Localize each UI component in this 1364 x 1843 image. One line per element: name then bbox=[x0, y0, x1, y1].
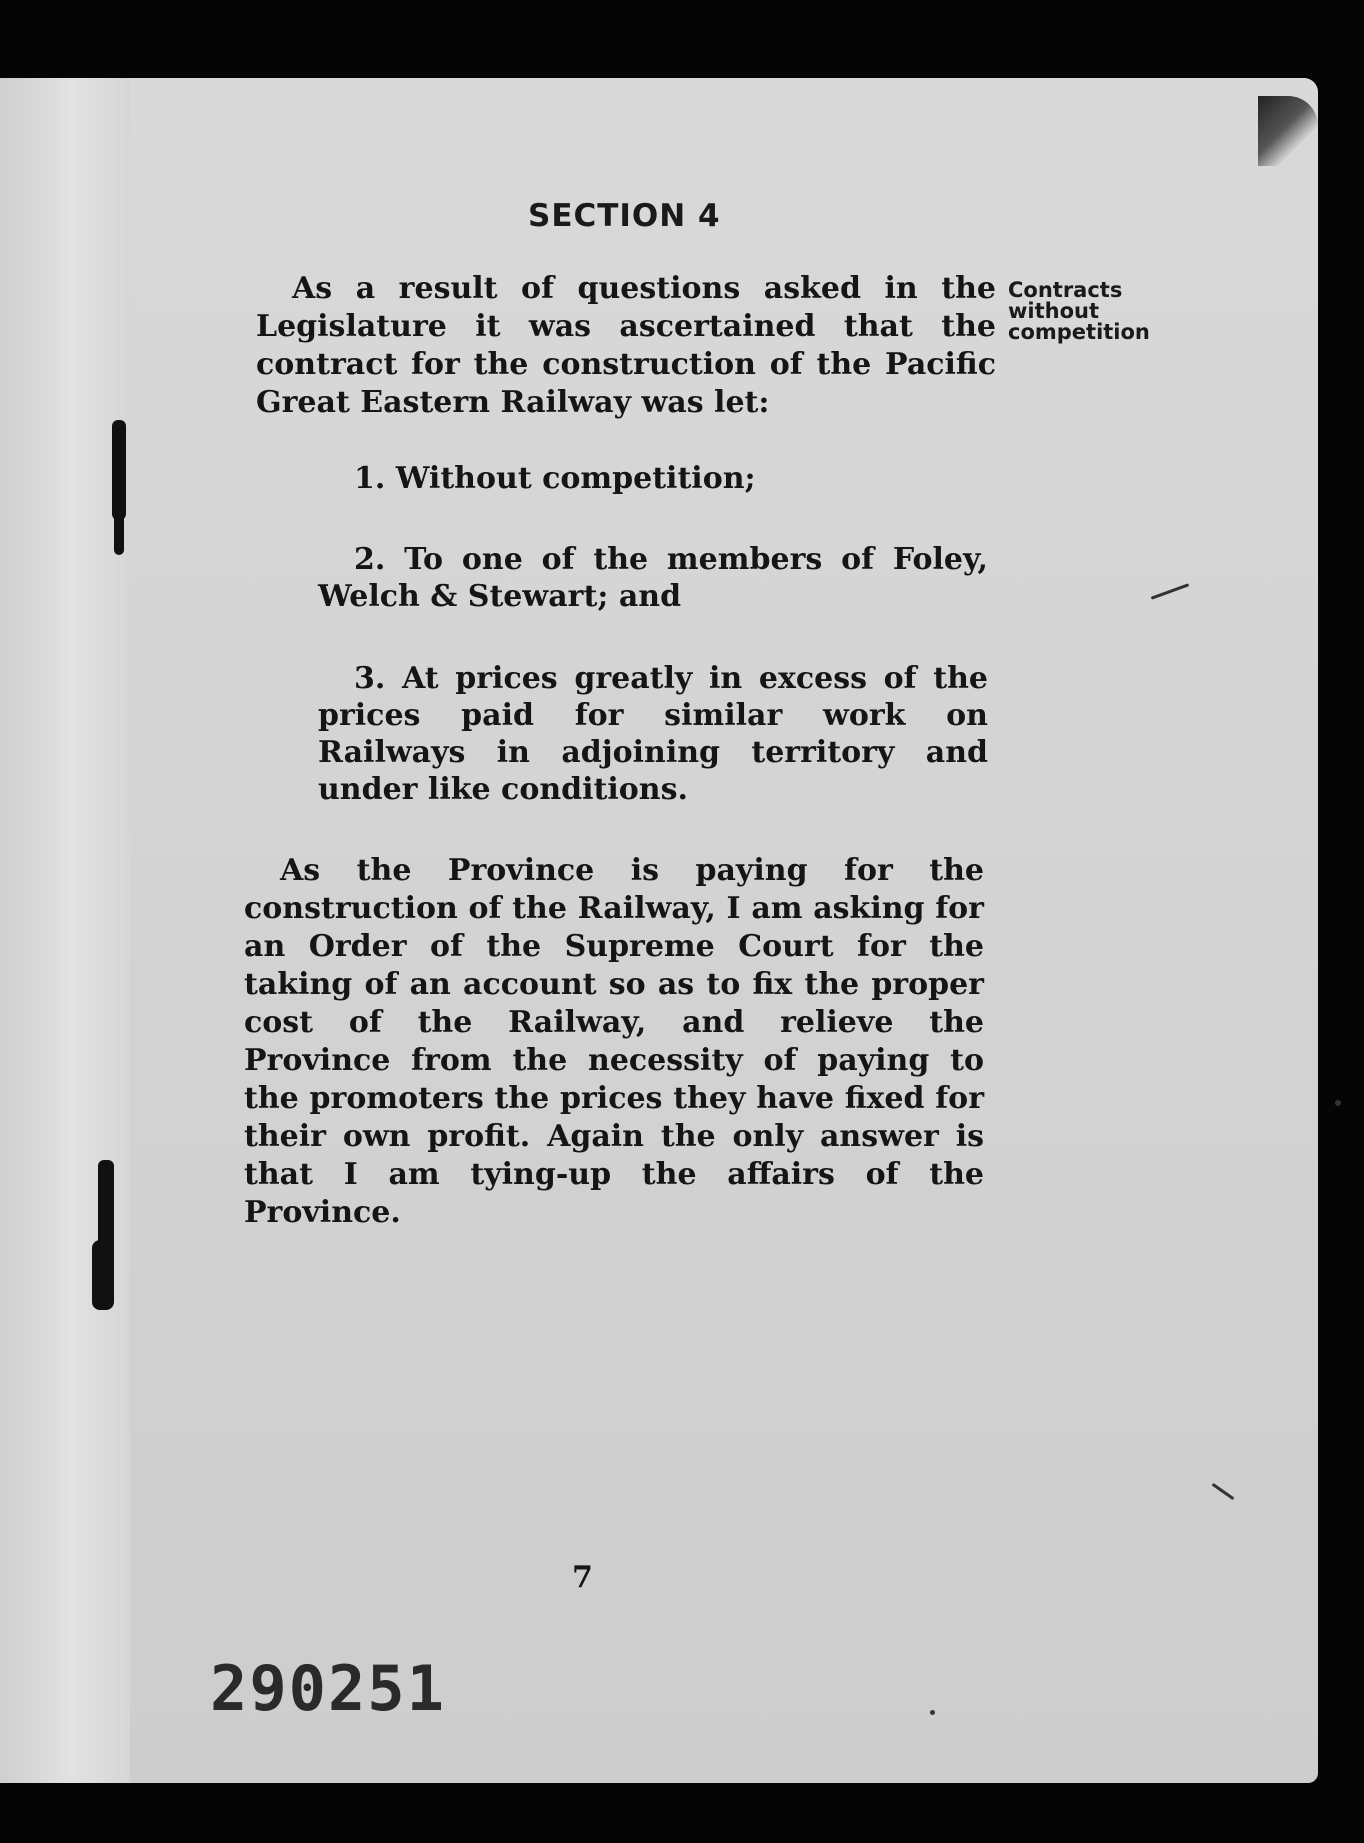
binding-staple-mark bbox=[114, 500, 124, 555]
intro-paragraph: As a result of questions asked in the Legislature it was ascertained that the contract for the construction of the Pacific Great Eastern Railway was let: bbox=[256, 271, 996, 420]
scan-speck bbox=[930, 1710, 935, 1715]
page-number: 7 bbox=[572, 1560, 593, 1595]
archive-stamp-number: 290251 bbox=[210, 1652, 446, 1725]
list-item: 2. To one of the members of Foley, Welch & Stewart; and bbox=[318, 542, 988, 614]
closing-paragraph: As the Province is paying for the construction of the Railway, I am asking for an Order of the Supreme Court for the taking of an account so as to fix the proper cost of the Railway, and relieve the Province from the necessity of paying to the promoters the prices they have fixed for their own profit. Again the only answer is that I am tying-up the affairs of the Province. bbox=[244, 853, 984, 1230]
intro-block bbox=[256, 270, 996, 422]
section-heading: SECTION 4 bbox=[528, 198, 721, 234]
page-corner-curl bbox=[1258, 96, 1318, 166]
binding-staple-mark bbox=[92, 1240, 114, 1310]
scan-speck bbox=[1335, 1100, 1341, 1106]
list-item: 1. Without competition; bbox=[354, 461, 756, 496]
margin-note: Contracts without competition bbox=[1008, 278, 1150, 344]
page-gutter bbox=[0, 78, 130, 1783]
list-item: 3. At prices greatly in excess of the prices paid for similar work on Railways in adjoining territory and under like conditions. bbox=[318, 661, 988, 807]
